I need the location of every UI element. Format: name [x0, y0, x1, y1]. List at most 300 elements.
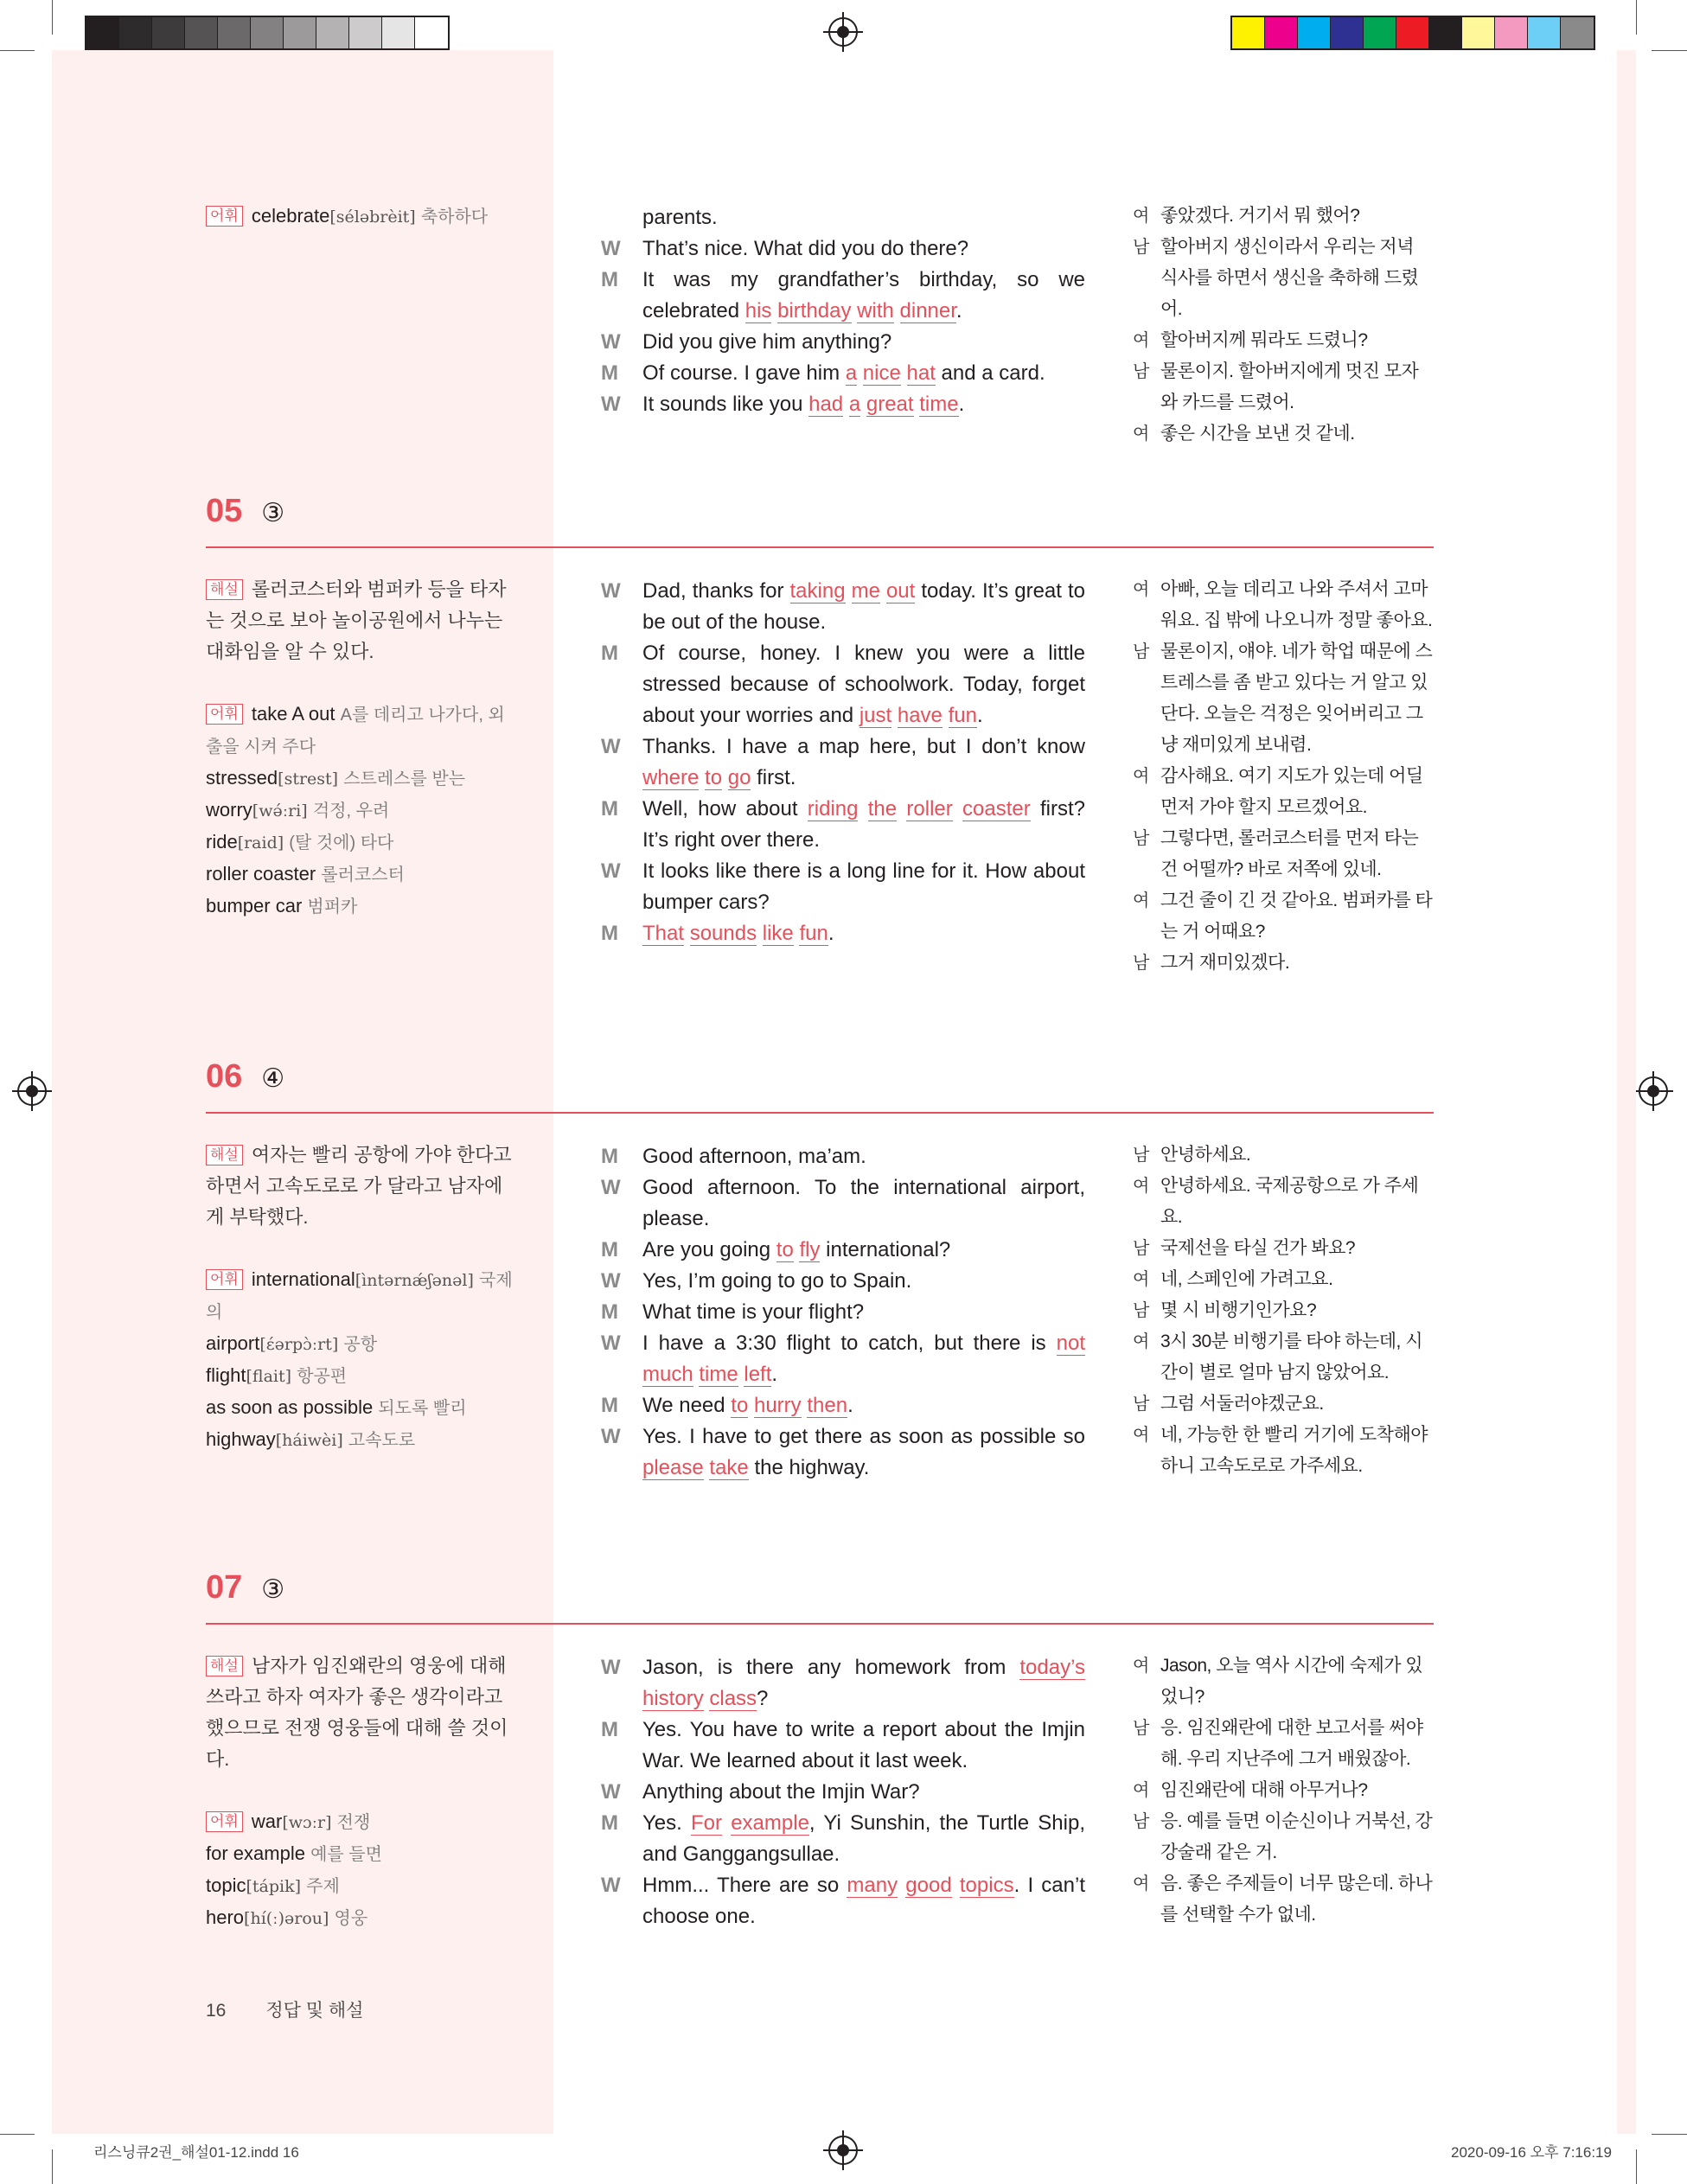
- vocab-tag: 어휘: [206, 206, 243, 227]
- answer-blank: That: [642, 922, 685, 945]
- dialog-text: [642, 1870, 1085, 1932]
- crop-mark: [52, 0, 53, 35]
- dialog-text: [642, 1421, 1085, 1484]
- color-swatch: [1462, 17, 1495, 48]
- speaker-label: W: [601, 1425, 621, 1448]
- speaker-label: 남: [1133, 954, 1149, 973]
- vocab-meaning: 국제의: [206, 1271, 513, 1322]
- vocab-phonetic: [séləbrèit]: [329, 208, 416, 227]
- answer-blank: go: [727, 766, 751, 789]
- vocab-meaning: 공항: [343, 1335, 378, 1354]
- dialog-text: [642, 1297, 1085, 1328]
- vocab-meaning: 고속도로: [348, 1431, 416, 1450]
- translation-line: [1133, 1295, 1435, 1326]
- vocab-tag: 어휘: [206, 1811, 243, 1832]
- color-swatch: [316, 17, 349, 48]
- answer-blank: today’s: [1019, 1656, 1085, 1679]
- answer-blank: fun: [799, 922, 828, 945]
- speaker-label: M: [601, 1238, 618, 1261]
- speaker-label: 남: [1133, 362, 1149, 381]
- vocab-entry: [206, 1360, 514, 1392]
- translation-line: [1133, 1775, 1435, 1806]
- vocab-word: topic: [206, 1874, 246, 1896]
- vocab-entry: [206, 1328, 514, 1360]
- translation-text: 아빠, 오늘 데리고 나와 주셔서 고마워요. 집 밖에 나오니까 정말 좋아요.: [1160, 579, 1433, 630]
- color-swatch: [251, 17, 284, 48]
- vocab-word: celebrate: [251, 205, 330, 227]
- speaker-label: W: [601, 1331, 621, 1355]
- answer-choice: ④: [261, 1064, 285, 1093]
- dialog-line: [601, 265, 1085, 327]
- explanation-note: [206, 1140, 514, 1456]
- speaker-label: W: [601, 237, 621, 260]
- vocab-meaning: 걱정, 우려: [312, 801, 390, 821]
- registration-mark-icon: [828, 17, 858, 47]
- color-swatch: [284, 17, 316, 48]
- vocab-meaning: 범퍼카: [307, 897, 358, 916]
- dialog-text: [642, 1777, 1085, 1808]
- translation-line: [1133, 1171, 1435, 1233]
- speaker-label: 여: [1133, 207, 1149, 226]
- speaker-label: 여: [1133, 1874, 1149, 1893]
- dialog-segment: [943, 704, 949, 727]
- dialog-segment: Good afternoon. To the international airport, please.: [642, 1176, 1085, 1230]
- vocab-entry: [206, 1870, 514, 1902]
- dialog-line: [601, 1870, 1085, 1932]
- dialog-segment: Are you going: [642, 1238, 776, 1261]
- dialog-segment: .: [958, 393, 965, 416]
- vocab-phonetic: [háiwèi]: [275, 1431, 343, 1450]
- dialog-line: [601, 389, 1085, 420]
- vocab-word: stressed: [206, 767, 278, 789]
- dialog-segment: .: [955, 299, 962, 322]
- vocab-phonetic: [wə́ːri]: [252, 801, 308, 821]
- answer-blank: fun: [948, 704, 977, 727]
- translation-line: [1133, 1389, 1435, 1420]
- crop-mark: [1652, 50, 1687, 51]
- vocab-meaning: 주제: [306, 1877, 340, 1896]
- dialog-text: [642, 638, 1085, 731]
- vocab-word: war: [251, 1810, 283, 1832]
- dialog-segment: Yes. You have to write a report about the Imjin War. We learned about it last week.: [642, 1718, 1085, 1772]
- dialog-line: [601, 1266, 1085, 1297]
- answer-blank: sounds: [689, 922, 757, 945]
- vocab-word: bumper car: [206, 895, 303, 916]
- dialog-line: [601, 1172, 1085, 1235]
- answer-blank: riding: [807, 797, 859, 821]
- color-swatch: [185, 17, 218, 48]
- dialog-segment: [722, 1811, 731, 1835]
- dialog-segment: [722, 766, 728, 789]
- dialog-text: [642, 918, 1085, 949]
- question-number: 07: [206, 1569, 243, 1606]
- date-slug: 2020-09-16 오후 7:16:19: [1451, 2144, 1612, 2161]
- top-korean-translation: [1133, 201, 1435, 450]
- dialog-script: [601, 1652, 1085, 1932]
- dialog-text: [642, 202, 1085, 233]
- dialog-text: [642, 576, 1085, 638]
- translation-line: [1133, 1264, 1435, 1295]
- translation-line: [1133, 201, 1435, 232]
- dialog-segment: [952, 1874, 960, 1897]
- dialog-line: [601, 1235, 1085, 1266]
- section-rule: [206, 546, 1434, 548]
- dialog-line: [601, 1297, 1085, 1328]
- vocab-meaning: 전쟁: [336, 1813, 371, 1832]
- speaker-label: 남: [1133, 1239, 1149, 1258]
- dialog-line: [601, 202, 1085, 233]
- dialog-segment: Anything about the Imjin War?: [642, 1780, 920, 1804]
- dialog-segment: [843, 393, 849, 416]
- vocab-word: ride: [206, 831, 238, 853]
- translation-text: 할아버지 생신이라서 우리는 저녁 식사를 하면서 생신을 축하해 드렸어.: [1160, 237, 1419, 319]
- answer-blank: For: [691, 1811, 723, 1835]
- dialog-segment: It looks like there is a long line for it. How about bumper cars?: [642, 859, 1085, 914]
- answer-blank: me: [851, 579, 880, 603]
- explanation-text: 여자는 빨리 공항에 가야 한다고 하면서 고속도로로 가 달라고 남자에게 부탁했다.: [206, 1144, 512, 1228]
- dialog-text: [642, 233, 1085, 265]
- answer-blank: to: [705, 766, 723, 789]
- dialog-segment: [953, 797, 962, 821]
- translation-line: [1133, 1420, 1435, 1482]
- vocab-phonetic: [strest]: [278, 770, 339, 789]
- translation-text: 안녕하세요.: [1160, 1145, 1251, 1165]
- speaker-label: 여: [1133, 580, 1149, 599]
- dialog-segment: [684, 922, 690, 945]
- translation-text: 물론이지, 얘야. 네가 학업 때문에 스트레스를 좀 받고 있다는 거 알고 있단다. 오늘은 걱정은 잊어버리고 그냥 재미있게 보내렴.: [1160, 642, 1433, 755]
- explanation-tag: 해설: [206, 1656, 243, 1676]
- dialog-text: [642, 856, 1085, 918]
- dialog-text: [642, 265, 1085, 327]
- dialog-segment: [897, 797, 906, 821]
- speaker-label: W: [601, 1656, 621, 1679]
- answer-blank: roller: [906, 797, 953, 821]
- color-swatch: [415, 17, 448, 48]
- answer-blank: to: [776, 1238, 794, 1261]
- color-swatch: [1528, 17, 1561, 48]
- vocab-word: airport: [206, 1332, 260, 1354]
- answer-blank: had: [808, 393, 844, 416]
- vocab-meaning: 축하하다: [420, 208, 489, 227]
- speaker-label: W: [601, 330, 621, 354]
- speaker-label: 여: [1133, 331, 1149, 350]
- dialog-line: [601, 1777, 1085, 1808]
- color-swatches: [1230, 16, 1595, 50]
- speaker-label: W: [601, 1780, 621, 1804]
- gray-scale-swatches: [85, 16, 450, 50]
- vocab-word: take A out: [251, 703, 335, 725]
- answer-blank: take: [709, 1456, 749, 1479]
- answer-blank: nice: [862, 361, 901, 385]
- vocab-meaning: 롤러코스터: [321, 865, 405, 884]
- translation-text: 응. 임진왜란에 대한 보고서를 써야 해. 우리 지난주에 그거 배웠잖아.: [1160, 1718, 1423, 1769]
- korean-translation: [1133, 574, 1435, 979]
- translation-text: 그건 줄이 긴 것 같아요. 범퍼카를 타는 거 어때요?: [1160, 891, 1433, 942]
- dialog-segment: [857, 361, 863, 385]
- vocab-entry: [206, 859, 514, 891]
- translation-text: 네, 스페인에 가려고요.: [1160, 1269, 1333, 1289]
- answer-blank: the: [867, 797, 898, 821]
- answer-blank: where: [642, 766, 700, 789]
- answer-blank: out: [885, 579, 916, 603]
- translation-text: 음. 좋은 주제들이 너무 많은데. 하나를 선택할 수가 없네.: [1160, 1874, 1433, 1925]
- dialog-segment: We need: [642, 1394, 732, 1417]
- korean-translation: [1133, 1140, 1435, 1482]
- answer-blank: example: [731, 1811, 809, 1835]
- translation-line: [1133, 356, 1435, 418]
- answer-blank: have: [897, 704, 943, 727]
- speaker-label: [601, 202, 642, 233]
- vocab-word: worry: [206, 799, 252, 821]
- top-vocab-note: [206, 201, 514, 233]
- vocab-meaning: 항공편: [297, 1367, 348, 1386]
- vocab-meaning: 예를 들면: [310, 1845, 382, 1864]
- answer-blank: many: [847, 1874, 898, 1897]
- spacer: [206, 1233, 514, 1264]
- speaker-label: M: [601, 1811, 618, 1835]
- color-swatch: [1265, 17, 1298, 48]
- korean-translation: [1133, 1651, 1435, 1931]
- answer-blank: hat: [906, 361, 936, 385]
- vocab-entry: [206, 795, 514, 827]
- dialog-segment: [860, 393, 866, 416]
- dialog-segment: [858, 797, 867, 821]
- dialog-segment: first? It’s right over there.: [642, 797, 1085, 852]
- vocab-phonetic: [ɛ́ərpɔ̀ːrt]: [259, 1335, 339, 1354]
- translation-line: [1133, 418, 1435, 450]
- speaker-label: 남: [1133, 238, 1149, 257]
- dialog-line: [601, 794, 1085, 856]
- vocab-word: hero: [206, 1906, 245, 1928]
- dialog-segment: . I can’t choose one.: [642, 1874, 1085, 1928]
- dialog-segment: I have a 3:30 flight to catch, but there is: [642, 1331, 1057, 1355]
- vocab-tag: 어휘: [206, 704, 243, 725]
- translation-text: 그렇다면, 롤러코스터를 먼저 타는 건 어떨까? 바로 저쪽에 있네.: [1160, 828, 1419, 879]
- dialog-text: [642, 1266, 1085, 1297]
- answer-blank: topics: [959, 1874, 1014, 1897]
- dialog-line: [601, 638, 1085, 731]
- answer-blank: fly: [799, 1238, 821, 1261]
- dialog-segment: , Yi Sunshin, the Turtle Ship, and Ganggangsullae.: [642, 1811, 1086, 1866]
- translation-line: [1133, 1140, 1435, 1171]
- speaker-label: W: [601, 859, 621, 883]
- dialog-segment: .: [847, 1394, 853, 1417]
- crop-mark: [0, 50, 35, 51]
- dialog-segment: Dad, thanks for: [642, 579, 790, 603]
- speaker-label: 남: [1133, 1812, 1149, 1831]
- color-swatch: [1298, 17, 1331, 48]
- speaker-label: 남: [1133, 1301, 1149, 1320]
- vocab-entry: [206, 1902, 514, 1934]
- color-swatch: [152, 17, 185, 48]
- crop-mark: [52, 2149, 53, 2184]
- speaker-label: M: [601, 797, 618, 821]
- translation-line: [1133, 1233, 1435, 1264]
- dialog-segment: [898, 1874, 905, 1897]
- translation-line: [1133, 885, 1435, 948]
- vocab-word: roller coaster: [206, 863, 316, 884]
- dialog-text: [642, 389, 1085, 420]
- section-rule: [206, 1623, 1434, 1625]
- color-swatch: [1495, 17, 1528, 48]
- dialog-segment: [757, 922, 763, 945]
- answer-choice: ③: [261, 1575, 285, 1604]
- dialog-segment: ?: [757, 1687, 769, 1710]
- dialog-segment: .: [976, 704, 983, 727]
- vocab-meaning: 스트레스를 받는: [343, 770, 466, 789]
- dialog-text: [642, 358, 1085, 389]
- answer-blank: like: [762, 922, 794, 945]
- speaker-label: 여: [1133, 1177, 1149, 1196]
- answer-blank: with: [857, 299, 894, 322]
- vocab-phonetic: [raid]: [237, 833, 284, 853]
- question-heading: [206, 493, 284, 530]
- vocab-word: flight: [206, 1364, 246, 1386]
- dialog-segment: .: [771, 1363, 778, 1386]
- speaker-label: 여: [1133, 1781, 1149, 1800]
- dialog-segment: [748, 1394, 754, 1417]
- translation-text: 네, 가능한 한 빨리 거기에 도착해야 하니 고속도로로 가주세요.: [1160, 1425, 1428, 1476]
- translation-text: 그거 재미있겠다.: [1160, 953, 1290, 973]
- translation-line: [1133, 1806, 1435, 1868]
- explanation-text: 롤러코스터와 범퍼카 등을 타자는 것으로 보아 놀이공원에서 나누는 대화임을 알 수 있다.: [206, 578, 507, 662]
- answer-blank: history: [642, 1687, 704, 1710]
- dialog-segment: the highway.: [748, 1456, 870, 1479]
- speaker-label: M: [601, 1145, 618, 1168]
- answer-blank: not: [1056, 1331, 1085, 1355]
- answer-blank: good: [905, 1874, 952, 1897]
- dialog-segment: It sounds like you: [642, 393, 809, 416]
- dialog-segment: [880, 579, 886, 603]
- color-swatch: [86, 17, 119, 48]
- speaker-label: 여: [1133, 891, 1149, 910]
- speaker-label: 여: [1133, 425, 1149, 444]
- translation-text: 3시 30분 비행기를 타야 하는데, 시간이 별로 얼마 남지 않았어요.: [1160, 1331, 1422, 1383]
- answer-blank: dinner: [899, 299, 956, 322]
- speaker-label: M: [601, 1394, 618, 1417]
- answer-blank: coaster: [962, 797, 1031, 821]
- dialog-segment: Yes.: [642, 1811, 692, 1835]
- answer-blank: great: [866, 393, 914, 416]
- dialog-line: [601, 1808, 1085, 1870]
- vocab-entry: [206, 1392, 514, 1424]
- dialog-segment: Well, how about: [642, 797, 808, 821]
- dialog-segment: Of course, honey. I knew you were a little stressed because of schoolwork. Today, forget about your worries and: [642, 642, 1085, 727]
- dialog-line: [601, 1141, 1085, 1172]
- vocab-entry: [206, 891, 514, 923]
- dialog-script: [601, 576, 1085, 949]
- answer-blank: taking: [789, 579, 846, 603]
- dialog-line: [601, 918, 1085, 949]
- dialog-text: [642, 794, 1085, 856]
- dialog-text: [642, 1172, 1085, 1235]
- vocab-word: international: [251, 1268, 355, 1290]
- answer-blank: then: [807, 1394, 848, 1417]
- speaker-label: W: [601, 1176, 621, 1199]
- translation-line: [1133, 948, 1435, 979]
- dialog-segment: Thanks. I have a map here, but I don’t know: [642, 735, 1085, 758]
- explanation-tag: 해설: [206, 1145, 243, 1165]
- color-swatch: [1429, 17, 1462, 48]
- dialog-segment: parents.: [642, 206, 718, 229]
- spacer: [206, 667, 514, 699]
- dialog-line: [601, 358, 1085, 389]
- dialog-segment: It was my grandfather’s birthday, so we celebrated: [642, 268, 1085, 322]
- answer-blank: a: [845, 361, 858, 385]
- color-swatch: [1561, 17, 1594, 48]
- dialog-segment: .: [828, 922, 834, 945]
- dialog-text: [642, 731, 1085, 794]
- speaker-label: M: [601, 361, 618, 385]
- dialog-segment: international?: [820, 1238, 951, 1261]
- dialog-line: [601, 1421, 1085, 1484]
- dialog-line: [601, 327, 1085, 358]
- dialog-segment: Yes, I’m going to go to Spain.: [642, 1269, 912, 1293]
- speaker-label: W: [601, 1269, 621, 1293]
- dialog-script: [601, 1141, 1085, 1484]
- crop-mark: [1652, 2134, 1687, 2135]
- speaker-label: M: [601, 1300, 618, 1324]
- translation-text: 응. 예를 들면 이순신이나 거북선, 강강술래 같은 거.: [1160, 1811, 1433, 1862]
- speaker-label: 여: [1133, 1657, 1149, 1676]
- translation-line: [1133, 1326, 1435, 1389]
- registration-mark-icon: [828, 2136, 858, 2165]
- explanation-paragraph: [206, 574, 514, 667]
- speaker-label: M: [601, 642, 618, 665]
- registration-mark-icon: [1639, 1076, 1668, 1106]
- answer-blank: much: [642, 1363, 693, 1386]
- answer-blank: please: [642, 1456, 704, 1479]
- dialog-segment: first.: [751, 766, 796, 789]
- dialog-segment: Hmm... There are so: [642, 1874, 847, 1897]
- color-swatch: [349, 17, 382, 48]
- dialog-segment: Yes. I have to get there as soon as possible so: [642, 1425, 1085, 1448]
- question-heading: [206, 1058, 284, 1095]
- vocab-entry: [206, 699, 514, 763]
- vocab-phonetic: [hí(ː)ərou]: [244, 1909, 329, 1928]
- dialog-segment: That’s nice. What did you do there?: [642, 237, 969, 260]
- dialog-segment: Of course. I gave him: [642, 361, 846, 385]
- explanation-paragraph: [206, 1140, 514, 1233]
- file-slug: 리스닝큐2권_해설01-12.indd 16: [93, 2144, 299, 2161]
- vocab-meaning: 되도록 빨리: [378, 1399, 467, 1418]
- speaker-label: 남: [1133, 829, 1149, 848]
- dialog-line: [601, 731, 1085, 794]
- translation-text: Jason, 오늘 역사 시간에 숙제가 있었니?: [1160, 1656, 1423, 1707]
- dialog-segment: [891, 704, 898, 727]
- translation-text: 좋은 시간을 보낸 것 같네.: [1160, 424, 1355, 444]
- crop-mark: [1636, 2149, 1637, 2184]
- dialog-text: [642, 327, 1085, 358]
- speaker-label: 여: [1133, 1332, 1149, 1351]
- translation-text: 국제선을 타실 건가 봐요?: [1160, 1238, 1356, 1258]
- right-margin-strip: [1617, 50, 1636, 2134]
- dialog-text: [642, 1141, 1085, 1172]
- color-swatch: [1331, 17, 1364, 48]
- speaker-label: 남: [1133, 642, 1149, 661]
- speaker-label: W: [601, 1874, 621, 1897]
- question-number: 05: [206, 493, 243, 529]
- translation-text: 좋았겠다. 거기서 뭐 했어?: [1160, 206, 1360, 226]
- dialog-line: [601, 1652, 1085, 1715]
- vocab-phonetic: [tápik]: [246, 1877, 302, 1896]
- dialog-segment: [846, 579, 852, 603]
- question-heading: [206, 1569, 284, 1606]
- dialog-segment: [894, 299, 900, 322]
- answer-blank: hurry: [753, 1394, 802, 1417]
- answer-blank: his: [744, 299, 772, 322]
- dialog-line: [601, 233, 1085, 265]
